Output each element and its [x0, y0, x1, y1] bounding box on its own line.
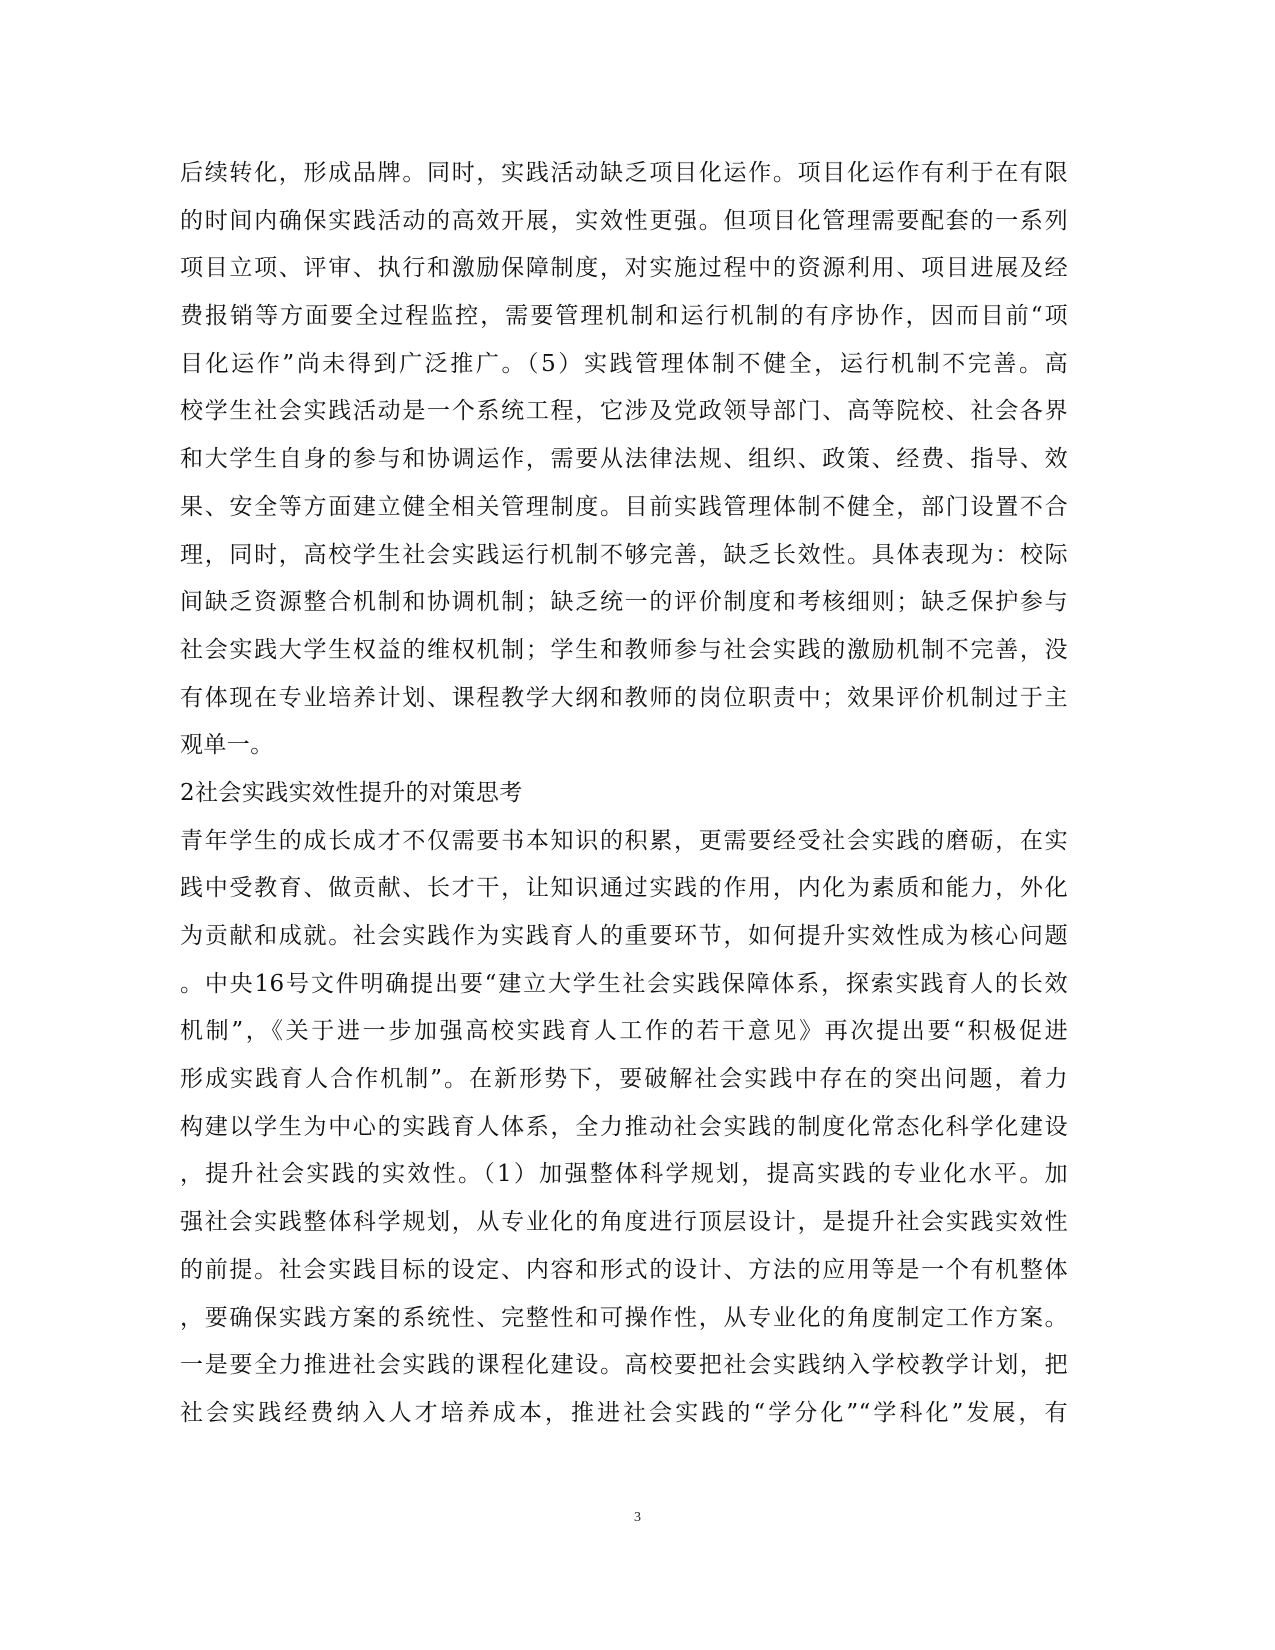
- text-line: 项目立项、评审、执行和激励保障制度，对实施过程中的资源利用、项目进展及经: [180, 255, 1068, 282]
- text-line: 校学生社会实践活动是一个系统工程，它涉及党政领导部门、高等院校、社会各界: [180, 398, 1068, 425]
- body-text: [180, 150, 1068, 1438]
- text-line: 为贡献和成就。社会实践作为实践育人的重要环节，如何提升实效性成为核心问题: [180, 923, 1068, 949]
- text-line: 费报销等方面要全过程监控，需要管理机制和运行机制的有序协作，因而目前“项: [180, 303, 1068, 330]
- text-line: 一是要全力推进社会实践的课程化建设。高校要把社会实践纳入学校教学计划，把: [180, 1352, 1068, 1379]
- text-line: 机制”，《关于进一步加强高校实践育人工作的若干意见》再次提出要“积极促进: [180, 1018, 1068, 1045]
- text-line: 践中受教育、做贡献、长才干，让知识通过实践的作用，内化为素质和能力，外化: [180, 875, 1068, 902]
- text-line: 社会实践经费纳入人才培养成本，推进社会实践的“学分化”“学科化”发展，有: [180, 1399, 1068, 1426]
- text-line: 的前提。社会实践目标的设定、内容和形式的设计、方法的应用等是一个有机整体: [180, 1256, 1068, 1283]
- text-line: 有体现在专业培养计划、课程教学大纲和教师的岗位职责中；效果评价机制过于主: [180, 684, 1068, 711]
- text-line: 的时间内确保实践活动的高效开展，实效性更强。但项目化管理需要配套的一系列: [180, 207, 1068, 234]
- text-line: 青年学生的成长成才不仅需要书本知识的积累，更需要经受社会实践的磨砺，在实: [180, 827, 1068, 854]
- text-line: 形成实践育人合作机制”。在新形势下，要破解社会实践中存在的突出问题，着力: [180, 1066, 1068, 1093]
- page-number: 3: [634, 1510, 641, 1525]
- text-line: ，提升社会实践的实效性。（1）加强整体科学规划，提高实践的专业化水平。加: [180, 1161, 1068, 1188]
- text-line: 果、安全等方面建立健全相关管理制度。目前实践管理体制不健全，部门设置不合: [180, 493, 1068, 520]
- text-line: ，要确保实践方案的系统性、完整性和可操作性，从专业化的角度制定工作方案。: [180, 1304, 1068, 1331]
- text-line: 间缺乏资源整合机制和协调机制；缺乏统一的评价制度和考核细则；缺乏保护参与: [180, 589, 1068, 616]
- text-line: 后续转化，形成品牌。同时，实践活动缺乏项目化运作。项目化运作有利于在有限: [180, 160, 1068, 186]
- section-heading: 2社会实践实效性提升的对策思考: [180, 779, 523, 806]
- text-line: 观单一。: [180, 732, 274, 759]
- text-line: 社会实践大学生权益的维权机制；学生和教师参与社会实践的激励机制不完善，没: [180, 636, 1068, 663]
- text-line: 。中央16号文件明确提出要“建立大学生社会实践保障体系，探索实践育人的长效: [180, 970, 1068, 997]
- text-line: 目化运作”尚未得到广泛推广。（5）实践管理体制不健全，运行机制不完善。高: [180, 350, 1068, 377]
- text-line: 构建以学生为中心的实践育人体系，全力推动社会实践的制度化常态化科学化建设: [180, 1113, 1068, 1140]
- text-line: 理，同时，高校学生社会实践运行机制不够完善，缺乏长效性。具体表现为：校际: [180, 541, 1068, 568]
- text-line: 强社会实践整体科学规划，从专业化的角度进行顶层设计，是提升社会实践实效性: [180, 1209, 1068, 1236]
- text-line: 和大学生自身的参与和协调运作，需要从法律法规、组织、政策、经费、指导、效: [180, 446, 1068, 473]
